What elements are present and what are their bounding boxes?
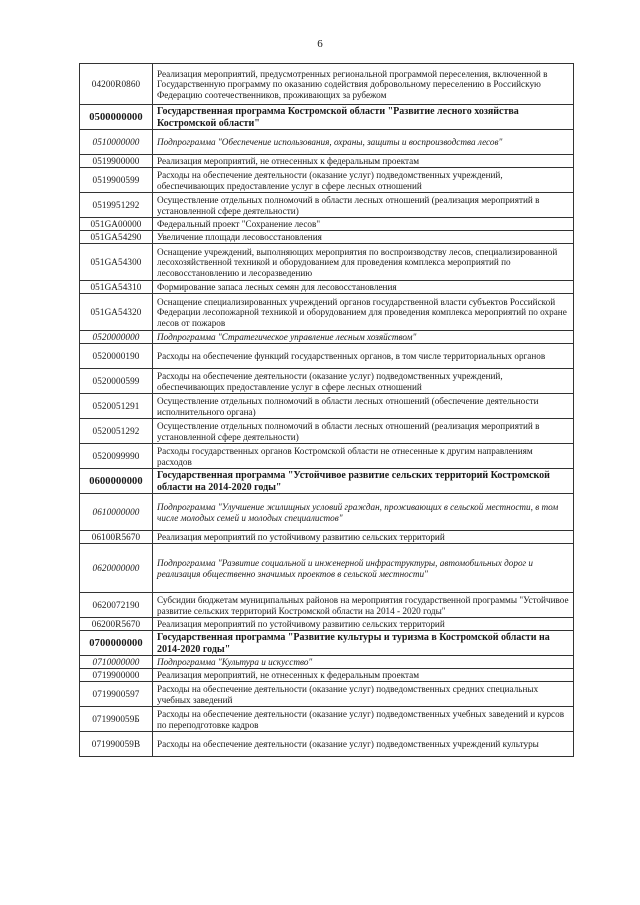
budget-code: 0719900000 bbox=[80, 669, 153, 682]
table-row bbox=[80, 130, 574, 155]
budget-code: 0700000000 bbox=[80, 631, 153, 656]
budget-code: 06200R5670 bbox=[80, 618, 153, 631]
table-row bbox=[80, 281, 574, 294]
expense-description: Государственная программа "Устойчивое развитие сельских территорий Костромской области на 2014-2020 годы" bbox=[153, 469, 574, 494]
expense-description: Реализация мероприятий, предусмотренных региональной программой переселения, включенной в Государственную программу по оказанию содействия добровольному переселению в Российскую Федерацию соотечественников, проживающих за рубежом bbox=[153, 64, 574, 105]
budget-code: 051GA54320 bbox=[80, 294, 153, 331]
budget-code: 071990059В bbox=[80, 732, 153, 757]
budget-code: 0710000000 bbox=[80, 656, 153, 669]
budget-code: 051GA54300 bbox=[80, 244, 153, 281]
expense-description: Подпрограмма "Обеспечение использования, охраны, защиты и воспроизводства лесов" bbox=[153, 130, 574, 155]
table-row bbox=[80, 331, 574, 344]
budget-code: 0520099990 bbox=[80, 444, 153, 469]
budget-code: 071990059Б bbox=[80, 707, 153, 732]
table-row bbox=[80, 193, 574, 218]
expense-description: Расходы государственных органов Костромской области не отнесенные к другим направлениям расходов bbox=[153, 444, 574, 469]
expense-description: Подпрограмма "Развитие социальной и инженерной инфраструктуры, автомобильных дорог и реализация общественно значимых проектов в сельской местности" bbox=[153, 544, 574, 593]
budget-code: 0620000000 bbox=[80, 544, 153, 593]
expense-description: Формирование запаса лесных семян для лесовосстановления bbox=[153, 281, 574, 294]
budget-code: 0600000000 bbox=[80, 469, 153, 494]
table-row bbox=[80, 419, 574, 444]
expense-description: Субсидии бюджетам муниципальных районов на мероприятия государственной программы "Устойчивое развитие сельских территорий Костромской области на 2014 - 2020 годы" bbox=[153, 593, 574, 618]
expense-description: Реализация мероприятий по устойчивому развитию сельских территорий bbox=[153, 531, 574, 544]
table-row bbox=[80, 656, 574, 669]
table-row bbox=[80, 64, 574, 105]
expense-description: Расходы на обеспечение деятельности (оказание услуг) подведомственных учебных заведений и курсов по переподготовке кадров bbox=[153, 707, 574, 732]
expense-description: Реализация мероприятий по устойчивому развитию сельских территорий bbox=[153, 618, 574, 631]
budget-code: 0520000000 bbox=[80, 331, 153, 344]
budget-code: 0519900000 bbox=[80, 155, 153, 168]
budget-code: 0520000190 bbox=[80, 344, 153, 369]
budget-code: 0510000000 bbox=[80, 130, 153, 155]
expense-description: Подпрограмма "Культура и искусство" bbox=[153, 656, 574, 669]
expense-description: Осуществление отдельных полномочий в области лесных отношений (реализация мероприятий в установленной сфере деятельности) bbox=[153, 193, 574, 218]
expense-description: Государственная программа Костромской области "Развитие лесного хозяйства Костромской области" bbox=[153, 105, 574, 130]
expense-description: Государственная программа "Развитие культуры и туризма в Костромской области на 2014-2020 годы" bbox=[153, 631, 574, 656]
expense-description: Оснащение специализированных учреждений органов государственной власти субъектов Российской Федерации лесопожарной техникой и оборудованием для проведения комплекса мероприятий по охране лесов от пожаров bbox=[153, 294, 574, 331]
budget-code: 0719900597 bbox=[80, 682, 153, 707]
table-row bbox=[80, 593, 574, 618]
budget-code: 0520051291 bbox=[80, 394, 153, 419]
budget-code: 051GA54310 bbox=[80, 281, 153, 294]
expense-description: Расходы на обеспечение деятельности (оказание услуг) подведомственных средних специальных учебных заведений bbox=[153, 682, 574, 707]
budget-classification-table bbox=[79, 63, 574, 757]
table-row bbox=[80, 494, 574, 531]
expense-description: Реализация мероприятий, не отнесенных к федеральным проектам bbox=[153, 155, 574, 168]
budget-code: 0519900599 bbox=[80, 168, 153, 193]
budget-code: 0520000599 bbox=[80, 369, 153, 394]
table-body bbox=[80, 64, 574, 757]
table-row bbox=[80, 168, 574, 193]
budget-code: 0620072190 bbox=[80, 593, 153, 618]
budget-code: 0500000000 bbox=[80, 105, 153, 130]
table-row bbox=[80, 469, 574, 494]
table-row bbox=[80, 231, 574, 244]
table-row bbox=[80, 669, 574, 682]
budget-code: 0519951292 bbox=[80, 193, 153, 218]
expense-description: Федеральный проект "Сохранение лесов" bbox=[153, 218, 574, 231]
table-row bbox=[80, 369, 574, 394]
budget-code: 051GA00000 bbox=[80, 218, 153, 231]
page-number: 6 bbox=[317, 38, 323, 50]
expense-description: Расходы на обеспечение деятельности (оказание услуг) подведомственных учреждений, обеспечивающих предоставление услуг в сфере лесных отношений bbox=[153, 168, 574, 193]
table-row bbox=[80, 105, 574, 130]
table-row bbox=[80, 618, 574, 631]
budget-code: 0610000000 bbox=[80, 494, 153, 531]
expense-description: Оснащение учреждений, выполняющих мероприятия по воспроизводству лесов, специализированной лесохозяйственной техникой и оборудованием для проведения комплекса мероприятий по лесовосстановлению и лесоразведению bbox=[153, 244, 574, 281]
table-row bbox=[80, 218, 574, 231]
expense-description: Подпрограмма "Стратегическое управление лесным хозяйством" bbox=[153, 331, 574, 344]
table-row bbox=[80, 544, 574, 593]
budget-code: 051GA54290 bbox=[80, 231, 153, 244]
table-row bbox=[80, 707, 574, 732]
expense-description: Увеличение площади лесовосстановления bbox=[153, 231, 574, 244]
budget-code: 06100R5670 bbox=[80, 531, 153, 544]
table-row bbox=[80, 631, 574, 656]
table-row bbox=[80, 531, 574, 544]
table-row bbox=[80, 294, 574, 331]
table-row bbox=[80, 155, 574, 168]
expense-description: Расходы на обеспечение деятельности (оказание услуг) подведомственных учреждений, обеспечивающих предоставление услуг в сфере лесных отношений bbox=[153, 369, 574, 394]
expense-description: Реализация мероприятий, не отнесенных к федеральным проектам bbox=[153, 669, 574, 682]
table-row bbox=[80, 444, 574, 469]
budget-code: 04200R0860 bbox=[80, 64, 153, 105]
table-row bbox=[80, 244, 574, 281]
expense-description: Осуществление отдельных полномочий в области лесных отношений (реализация мероприятий в установленной сфере деятельности) bbox=[153, 419, 574, 444]
expense-description: Осуществление отдельных полномочий в области лесных отношений (обеспечение деятельности исполнительного органа) bbox=[153, 394, 574, 419]
table-row bbox=[80, 682, 574, 707]
table-row bbox=[80, 394, 574, 419]
table-row bbox=[80, 732, 574, 757]
expense-description: Расходы на обеспечение функций государственных органов, в том числе территориальных органов bbox=[153, 344, 574, 369]
budget-code: 0520051292 bbox=[80, 419, 153, 444]
table-row bbox=[80, 344, 574, 369]
expense-description: Подпрограмма "Улучшение жилищных условий граждан, проживающих в сельской местности, в том числе молодых семей и молодых специалистов" bbox=[153, 494, 574, 531]
expense-description: Расходы на обеспечение деятельности (оказание услуг) подведомственных учреждений культуры bbox=[153, 732, 574, 757]
